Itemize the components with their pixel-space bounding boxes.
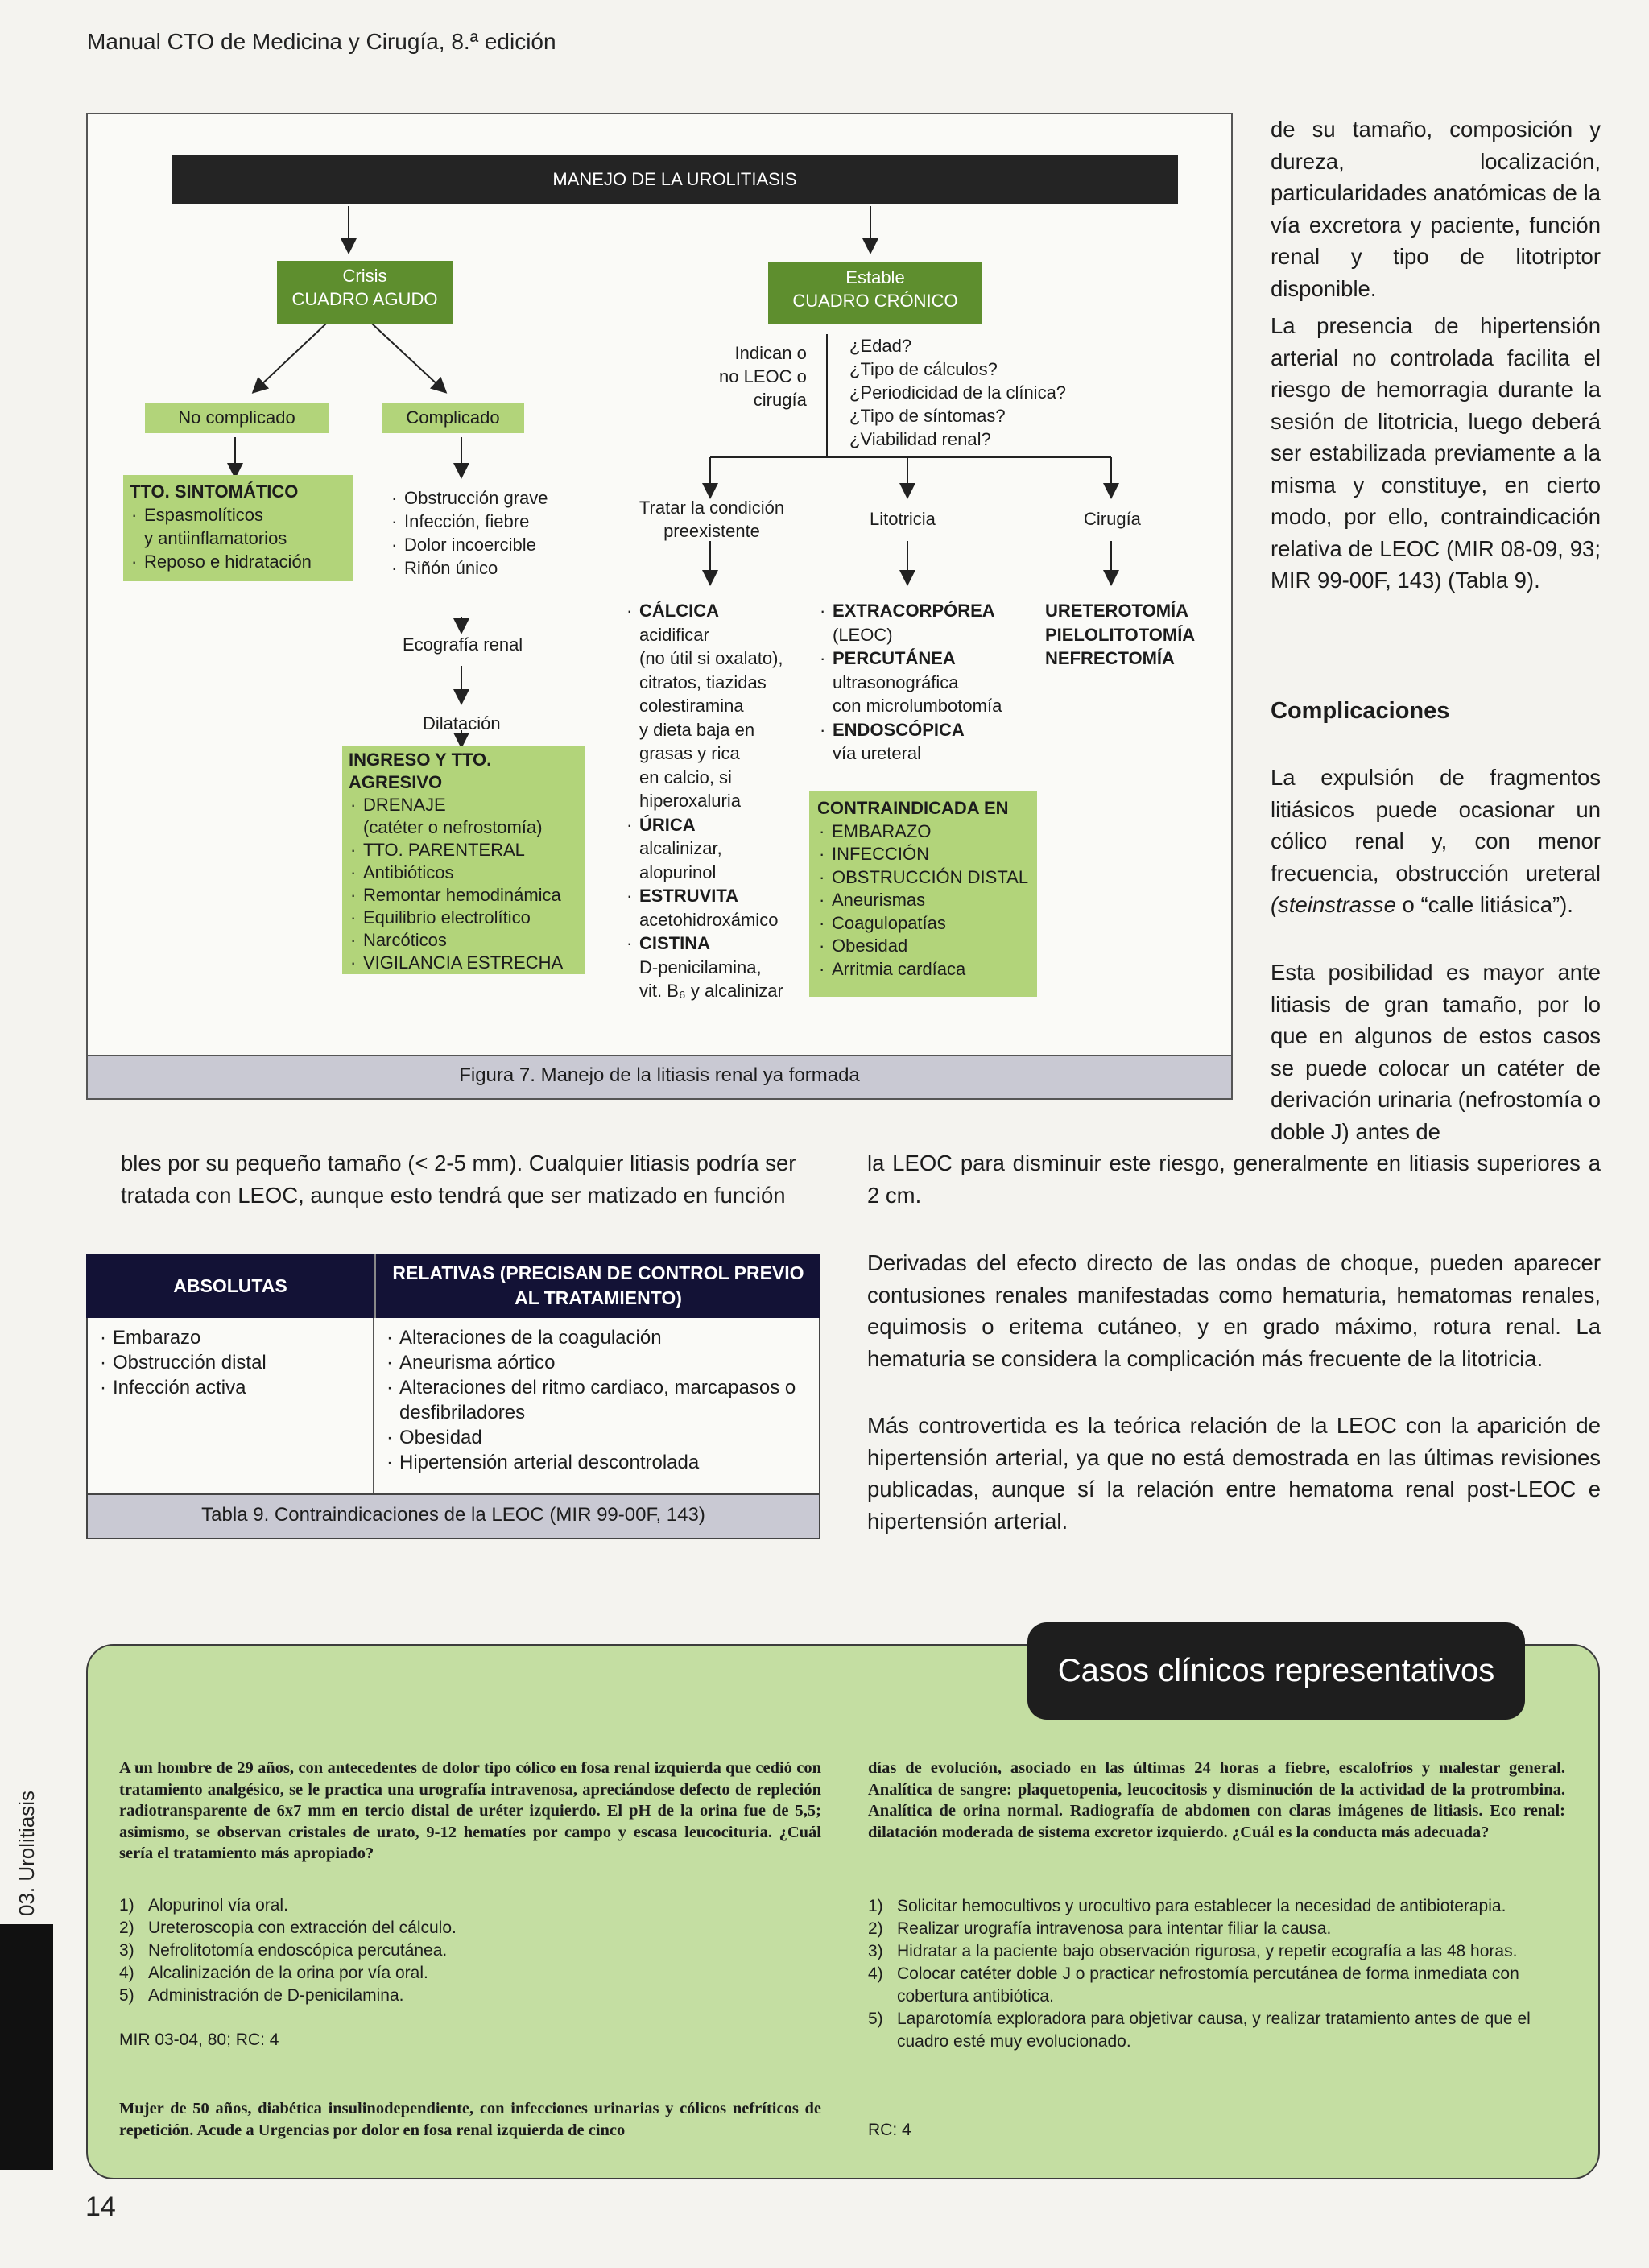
option-text: Alcalinización de la orina por vía oral. (148, 1964, 428, 1982)
extracorporea-line: (LEOC) (833, 624, 893, 645)
chapter-tab (0, 1924, 53, 2170)
question-item: ¿Viabilidad renal? (849, 429, 991, 449)
cistina-line: vit. B₆ y alcalinizar (639, 981, 783, 1001)
ingreso-item: · Antibióticos (349, 861, 579, 884)
percutanea-line: con microlumbotomía (833, 696, 1002, 716)
endoscopica-line: vía ureteral (833, 743, 922, 763)
relativas-item: · Aneurisma aórtico (385, 1350, 812, 1375)
case2-option (868, 1963, 1565, 2008)
option-text: Nefrolitotomía endoscópica percutánea. (148, 1941, 448, 1960)
percutanea-title: PERCUTÁNEA (833, 648, 956, 668)
tto-item: · Espasmolíticos (131, 505, 263, 525)
contraindicada-item: · OBSTRUCCIÓN DISTAL (817, 866, 1029, 890)
ingreso-item: · TTO. PARENTERAL (349, 839, 579, 861)
calcica-line: citratos, tiazidas (639, 671, 767, 692)
option-text: 5) (868, 2010, 883, 2028)
right-paragraph-1: de su tamaño, composición y dureza, localización, particularidades anatómicas de la vía excretora y paciente, función renal y tipo de litotriptor disponible. (1271, 117, 1601, 301)
calcica-line: hiperoxaluria (639, 791, 741, 811)
case2-option (868, 2008, 1565, 2053)
ingreso-title: INGRESO Y TTO. AGRESIVO (349, 750, 492, 792)
option-text: 4) (868, 1964, 883, 1983)
calcica-line: colestiramina (639, 696, 744, 716)
indican-line: cirugía (753, 390, 807, 410)
endoscopica-title: ENDOSCÓPICA (833, 719, 965, 740)
table-header-absolutas: ABSOLUTAS (86, 1254, 374, 1318)
clinical-cases-title: Casos clínicos representativos (1027, 1622, 1525, 1720)
case1-options (119, 1894, 821, 2007)
estruvita-title: ESTRUVITA (639, 886, 739, 906)
urica-line: alopurinol (639, 861, 717, 882)
tto-item: · Reposo e hidratación (131, 552, 312, 572)
calcica-line: y dieta baja en (639, 719, 755, 740)
option-text: 2) (868, 1919, 883, 1938)
case1-option (119, 1940, 821, 1962)
contraindicada-box (809, 791, 1037, 997)
tratar-line: Tratar la condición (639, 498, 785, 518)
estable-label: Estable (845, 267, 905, 287)
complicado-item: · Riñón único (390, 556, 548, 580)
case2-option (868, 1895, 1565, 1918)
calcica-title: CÁLCICA (639, 601, 719, 621)
option-text: Administración de D-penicilamina. (148, 1986, 404, 2005)
tto-item-text: Reposo e hidratación (144, 552, 312, 572)
p3-text: o “calle litiásica”). (1402, 892, 1573, 917)
complicado-box: Complicado (382, 403, 524, 433)
absolutas-item: · Infección activa (98, 1375, 364, 1400)
contraindicada-item: · EMBARAZO (817, 820, 1029, 844)
chapter-tab-label (14, 1755, 47, 1916)
calcica-line: acidificar (639, 624, 709, 645)
crisis-box (277, 261, 453, 324)
table-caption: Tabla 9. Contraindicaciones de la LEOC (MIR 99-00F, 143) (201, 1504, 705, 1526)
case1-option (119, 1962, 821, 1985)
ingreso-item: · Remontar hemodinámica (349, 884, 579, 907)
indican-label (719, 341, 807, 411)
case2-option (868, 1940, 1565, 1963)
case1-option (119, 1894, 821, 1917)
cirugia-item: PIELOLITOTOMÍA (1045, 624, 1196, 645)
right-paragraph-3 (1271, 762, 1601, 921)
complicaciones-heading: Complicaciones (1271, 698, 1450, 724)
complicado-item: · Dolor incoercible (390, 533, 548, 556)
paragraph-5: Derivadas del efecto directo de las ondas de choque, pueden aparecer contusiones renales manifestadas como hematuria, hematomas renales, equimosis o eritema cutáneo, y en grado máximo, rotura renal. La hematuria se considera la complicación más frecuente de la litotricia. (867, 1250, 1601, 1371)
crisis-sublabel: CUADRO AGUDO (291, 289, 438, 309)
left-paragraph (121, 1147, 821, 1211)
dilatacion-label: Dilatación (423, 713, 501, 733)
ingreso-item: · VIGILANCIA ESTRECHA (349, 952, 579, 974)
contraindicada-item: · Aneurismas (817, 889, 1029, 912)
right-paragraph-2: La presencia de hipertensión arterial no controlada facilita el riesgo de hemorragia durante la sesión de litotricia, luego deberá ser estabilizada previamente a la misma y constituye, en cierto modo, por ello, contraindicación relativa de LEOC (MIR 08-09, 93; MIR 99-00F, 143) (Tabla 9). (1271, 313, 1601, 593)
case2-options (868, 1895, 1565, 2053)
complicado-item: · Obstrucción grave (390, 486, 548, 510)
relativas-item: · Alteraciones del ritmo cardiaco, marcapasos o desfibriladores (385, 1375, 812, 1425)
tto-item-text: Espasmolíticos (144, 505, 263, 525)
relativas-item: · Hipertensión arterial descontrolada (385, 1450, 812, 1475)
option-text: Colocar catéter doble J o practicar nefrostomía percutánea de forma inmediata con cobertura antibiótica. (897, 1964, 1519, 2006)
absolutas-item: · Embarazo (98, 1325, 364, 1350)
absolutas-item: · Obstrucción distal (98, 1350, 364, 1375)
estable-box (768, 262, 982, 324)
relativas-list (385, 1325, 812, 1475)
ecografia-label: Ecografía renal (403, 634, 523, 655)
question-item: ¿Tipo de síntomas? (849, 406, 1006, 426)
chapter-tab-text: 03. Urolitiasis (14, 1790, 39, 1916)
relativas-item: · Obesidad (385, 1425, 812, 1450)
flowchart-title: MANEJO DE LA UROLITIASIS (172, 155, 1178, 204)
option-text: Alopurinol vía oral. (148, 1896, 288, 1915)
tto-sintomatico-box (123, 475, 353, 581)
complicado-list (390, 486, 548, 580)
left-paragraph-line: bles por su pequeño tamaño (< 2-5 mm). Cualquier litiasis podría ser (121, 1151, 796, 1175)
litotricia-types: · EXTRACORPÓREA (LEOC) · PERCUTÁNEA ultrasonográfica con microlumbotomía · ENDOSCÓPICA vía ureteral (824, 599, 1002, 766)
ingreso-item: · DRENAJE (349, 794, 579, 816)
calcica-line: grasas y rica (639, 743, 740, 763)
calcica-line: en calcio, si (639, 766, 732, 787)
urica-line: alcalinizar, (639, 838, 722, 858)
option-text: Hidratar a la paciente bajo observación rigurosa, y repetir ecografía a las 48 horas. (897, 1942, 1518, 1960)
contraindicada-title: CONTRAINDICADA EN (817, 798, 1009, 818)
paragraph-4-continuation: la LEOC para disminuir este riesgo, generalmente en litiasis superiores a 2 cm. (867, 1151, 1601, 1208)
option-text: 3) (868, 1942, 883, 1960)
option-text: Laparotomía exploradora para objetivar causa, y realizar tratamiento antes de que el cuadro esté muy evolucionado. (897, 2010, 1531, 2051)
right-paragraph-4: Esta posibilidad es mayor ante litiasis de gran tamaño, por lo que en algunos de estos casos se puede colocar un catéter de derivación urinaria (nefrostomía o doble J) antes de (1271, 960, 1601, 1144)
indican-line: no LEOC o (719, 366, 807, 386)
table-divider (373, 1318, 374, 1493)
p3-italic: (steinstrasse (1271, 892, 1396, 917)
case1-answer: MIR 03-04, 80; RC: 4 (119, 2030, 279, 2049)
ingreso-box (342, 746, 585, 974)
tratar-line: preexistente (663, 521, 760, 541)
no-complicado-box: No complicado (145, 403, 329, 433)
crisis-label: Crisis (342, 266, 387, 286)
option-text: 5) (119, 1986, 134, 2005)
figure-caption: Figura 7. Manejo de la litiasis renal ya formada (459, 1064, 860, 1086)
percutanea-line: ultrasonográfica (833, 671, 959, 692)
case1-option (119, 1917, 821, 1940)
case2-question-continuation: días de evolución, asociado en las últimas 24 horas a fiebre, escalofríos y malestar general. Analítica de sangre: plaquetopenia, leucocitosis y disminución de la actividad de la protrombina. Analítica de orina normal. Radiografía de abdomen con claras imágenes de litiasis. Eco renal: dilatación moderada de sistema excretor izquierdo. ¿Cuál es la conducta más adecuada? (868, 1759, 1565, 1841)
cirugia-label: Cirugía (1084, 509, 1141, 529)
ingreso-item: · Narcóticos (349, 929, 579, 952)
option-text: 4) (119, 1964, 134, 1982)
option-text: Solicitar hemocultivos y urocultivo para establecer la necesidad de antibioterapia. (897, 1897, 1506, 1915)
absolutas-list (98, 1325, 364, 1400)
contraindicada-item: · INFECCIÓN (817, 843, 1029, 866)
cirugia-item: NEFRECTOMÍA (1045, 648, 1175, 668)
question-item: ¿Edad? (849, 336, 912, 356)
estruvita-line: acetohidroxámico (639, 909, 779, 930)
question-item: ¿Periodicidad de la clínica? (849, 382, 1067, 403)
option-text: Realizar urografía intravenosa para intentar filiar la causa. (897, 1919, 1332, 1938)
calcica-line: (no útil si oxalato), (639, 648, 783, 668)
cistina-title: CISTINA (639, 933, 710, 953)
page-number: 14 (85, 2192, 116, 2222)
complicado-item: · Infección, fiebre (390, 510, 548, 533)
relativas-item: · Alteraciones de la coagulación (385, 1325, 812, 1350)
option-text: 1) (119, 1896, 134, 1915)
option-text: Ureteroscopia con extracción del cálculo. (148, 1919, 457, 1937)
case1-option (119, 1985, 821, 2007)
contraindicada-item: · Arritmia cardíaca (817, 958, 1029, 981)
option-text: 1) (868, 1897, 883, 1915)
ingreso-item: · Equilibrio electrolítico (349, 907, 579, 929)
questions-list (849, 334, 1066, 451)
urica-title: ÚRICA (639, 814, 696, 835)
option-text: 2) (119, 1919, 134, 1937)
option-text: 3) (119, 1941, 134, 1960)
contraindicada-item: · Obesidad (817, 935, 1029, 958)
tto-sintomatico-title: TTO. SINTOMÁTICO (130, 481, 299, 502)
case1-question: A un hombre de 29 años, con antecedentes de dolor tipo cólico en fosa renal izquierda que cedió con tratamiento analgésico, se le practica una urografía intravenosa, apreciándose defecto de repleción radiotransparente de 6x7 mm en tercio distal de uréter izquierdo. El pH de la orina fue de 5,5; asimismo, se observan cristales de urato, 9-12 hematíes por campo y escasa leucocituria. ¿Cuál sería el tratamiento más apropiado? (119, 1759, 821, 1862)
contraindicada-item: · Coagulopatías (817, 912, 1029, 936)
litotricia-label: Litotricia (870, 509, 936, 529)
contraindicada-list (817, 820, 1029, 981)
cirugia-item: URETEROTOMÍA (1045, 601, 1189, 621)
indican-line: Indican o (734, 343, 807, 363)
ingreso-item: (catéter o nefrostomía) (363, 817, 543, 837)
case2-option (868, 1918, 1565, 1940)
left-paragraph-line: tratada con LEOC, aunque esto tendrá que ser matizado en función (121, 1182, 786, 1208)
estable-sublabel: CUADRO CRÓNICO (792, 291, 958, 311)
case2-answer: RC: 4 (868, 2121, 911, 2139)
tratar-label (631, 496, 792, 543)
tipo-calculo-list: · CÁLCICA acidificar (no útil si oxalato), citratos, tiazidas colestiramina y dieta baja en grasas y rica en calcio, si hiperoxaluria · ÚRICA alcalinizar, alopurinol · ESTRUVITA acetohidroxámico · CISTINA D-penicilamina, vit. B₆ y alcalinizar (631, 599, 783, 1003)
ingreso-list (349, 794, 579, 974)
cistina-line: D-penicilamina, (639, 956, 762, 977)
paragraph-6: Más controvertida es la teórica relación de la LEOC con la aparición de hipertensión arterial, ya que no está demostrada en las últimas revisiones publicadas, aunque sí la relación entre hematoma renal post-LEOC e hipertensión arterial. (867, 1413, 1601, 1534)
p3-text: La expulsión de fragmentos litiásicos puede ocasionar un cólico renal y, con menor frecuencia, obstrucción ureteral (1271, 765, 1601, 886)
running-header: Manual CTO de Medicina y Cirugía, 8.ª edición (87, 29, 556, 54)
extracorporea-title: EXTRACORPÓREA (833, 601, 995, 621)
question-item: ¿Tipo de cálculos? (849, 359, 998, 379)
table-header-relativas: RELATIVAS (PRECISAN DE CONTROL PREVIO AL TRATAMIENTO) (374, 1254, 820, 1318)
case2-question-start: Mujer de 50 años, diabética insulinodependiente, con infecciones urinarias y cólicos nefríticos de repetición. Acude a Urgencias por dolor en fosa renal izquierda de cinco (119, 2100, 821, 2139)
cirugia-list (1045, 599, 1195, 671)
tto-item: y antiinflamatorios (144, 528, 287, 548)
